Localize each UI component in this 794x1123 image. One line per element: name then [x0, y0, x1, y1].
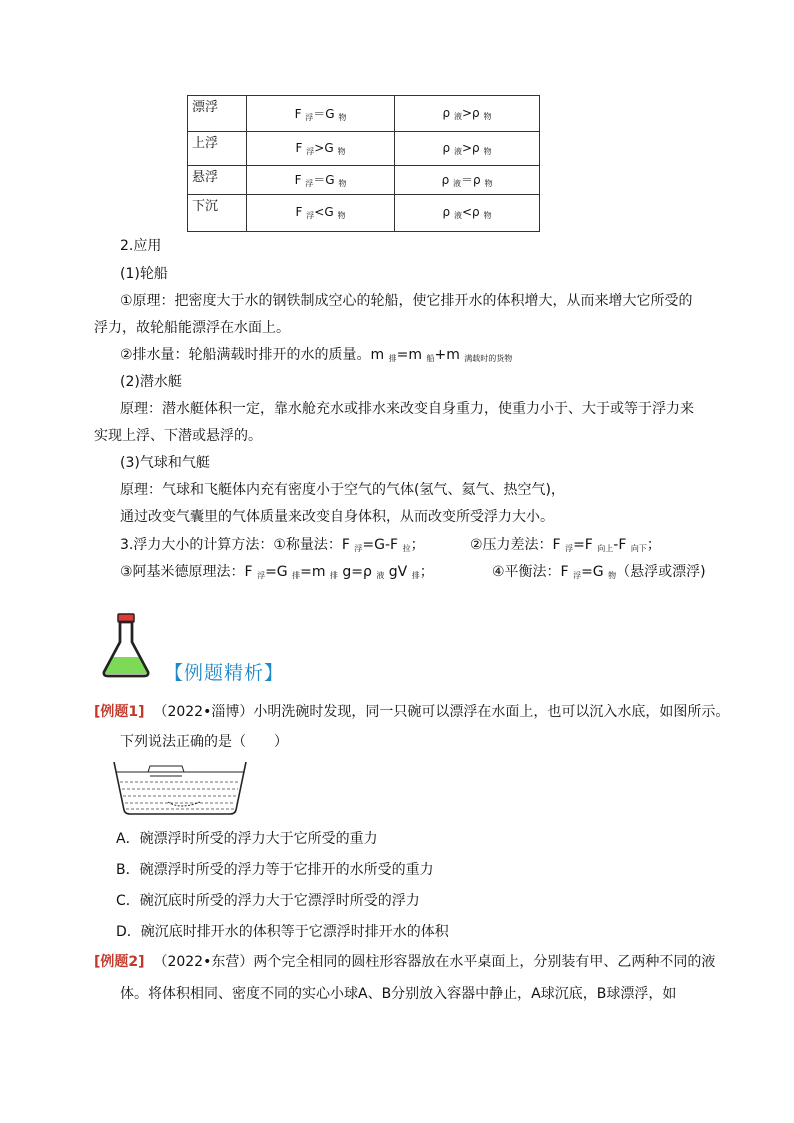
- section-2-title: 2.应用: [120, 238, 162, 254]
- flask-icon: [100, 612, 152, 678]
- method-balance: ④平衡法：F $_浮$=G $_物$（悬浮或漂浮): [492, 564, 706, 580]
- submarine-line1: 原理：潜水艇体积一定，靠水舱充水或排水来改变自身重力，使重力小于、大于或等于浮力来: [120, 401, 694, 417]
- example1-option-b: B．碗漂浮时所受的浮力等于它排开的水所受的重力: [116, 862, 434, 878]
- example1-option-a: A．碗漂浮时所受的浮力大于它所受的重力: [116, 831, 378, 847]
- state-cell: 漂浮: [188, 96, 247, 132]
- density-relation-cell: ρ $_液$<ρ $_物$: [395, 195, 540, 232]
- force-relation-cell: F $_浮$＝G $_物$: [247, 166, 395, 195]
- example1-option-d: D．碗沉底时排开水的体积等于它漂浮时排开水的体积: [116, 924, 449, 940]
- method-pressure: ②压力差法：F $_浮$=F $_{向上}$-F $_{向下}$；: [470, 537, 661, 553]
- section-heading: 【例题精析】: [164, 662, 285, 684]
- table-row: [188, 195, 540, 232]
- subsection-balloon: (3)气球和气艇: [120, 455, 210, 471]
- force-relation-cell: F $_浮$＝G $_物$: [247, 96, 395, 132]
- balloon-line1: 原理：气球和飞艇体内充有密度小于空气的气体(氢气、氦气、热空气)，: [120, 482, 565, 498]
- ship-principle-line1: ①原理：把密度大于水的钢铁制成空心的轮船，使它排开水的体积增大，从而来增大它所受的: [120, 293, 693, 309]
- subsection-ship: (1)轮船: [120, 266, 168, 282]
- example2-tag: [例题2]: [94, 954, 145, 970]
- force-relation-cell: F $_浮$>G $_物$: [247, 132, 395, 166]
- density-relation-cell: ρ $_液$>ρ $_物$: [395, 96, 540, 132]
- density-relation-cell: ρ $_液$>ρ $_物$: [395, 132, 540, 166]
- displacement-line: ②排水量：轮船满载时排开的水的质量。m $_排$=m $_船$+m $_{满载时的货物}$: [120, 347, 513, 363]
- example1-question: 下列说法正确的是（ ）: [120, 734, 288, 750]
- density-relation-cell: ρ $_液$＝ρ $_物$: [395, 166, 540, 195]
- state-cell: 上浮: [188, 132, 247, 166]
- table-row: [188, 132, 540, 166]
- state-cell: 下沉: [188, 195, 247, 232]
- example1-option-c: C．碗沉底时所受的浮力大于它漂浮时所受的浮力: [116, 893, 420, 909]
- bowl-figure: [110, 758, 250, 818]
- state-cell: 悬浮: [188, 166, 247, 195]
- float-state-table: [187, 95, 540, 232]
- method-archimedes: ③阿基米德原理法：F $_浮$=G $_排$=m $_排$ g=ρ $_液$ gV $_排$；: [120, 564, 434, 580]
- example1-tag: [例题1]: [94, 704, 145, 720]
- example2-stem: [例题2] （2022•东营）两个完全相同的圆柱形容器放在水平桌面上，分别装有甲、乙两种不同的液: [94, 954, 716, 970]
- balloon-line2: 通过改变气囊里的气体质量来改变自身体积，从而改变所受浮力大小。: [120, 509, 554, 525]
- table-row: [188, 96, 540, 132]
- table-row: [188, 166, 540, 195]
- submarine-line2: 实现上浮、下潜或悬浮的。: [94, 428, 262, 444]
- example1-stem: [例题1] （2022•淄博）小明洗碗时发现，同一只碗可以漂浮在水面上，也可以沉入水底，如图所示。: [94, 704, 730, 720]
- example2-line2: 体。将体积相同、密度不同的实心小球A、B分别放入容器中静止，A球沉底，B球漂浮，如: [120, 986, 677, 1002]
- ship-principle-line2: 浮力，故轮船能漂浮在水面上。: [94, 320, 290, 336]
- subsection-submarine: (2)潜水艇: [120, 374, 182, 390]
- force-relation-cell: F $_浮$<G $_物$: [247, 195, 395, 232]
- method-weighing: 3.浮力大小的计算方法：①称量法：F $_浮$=G-F $_拉$；: [120, 537, 425, 553]
